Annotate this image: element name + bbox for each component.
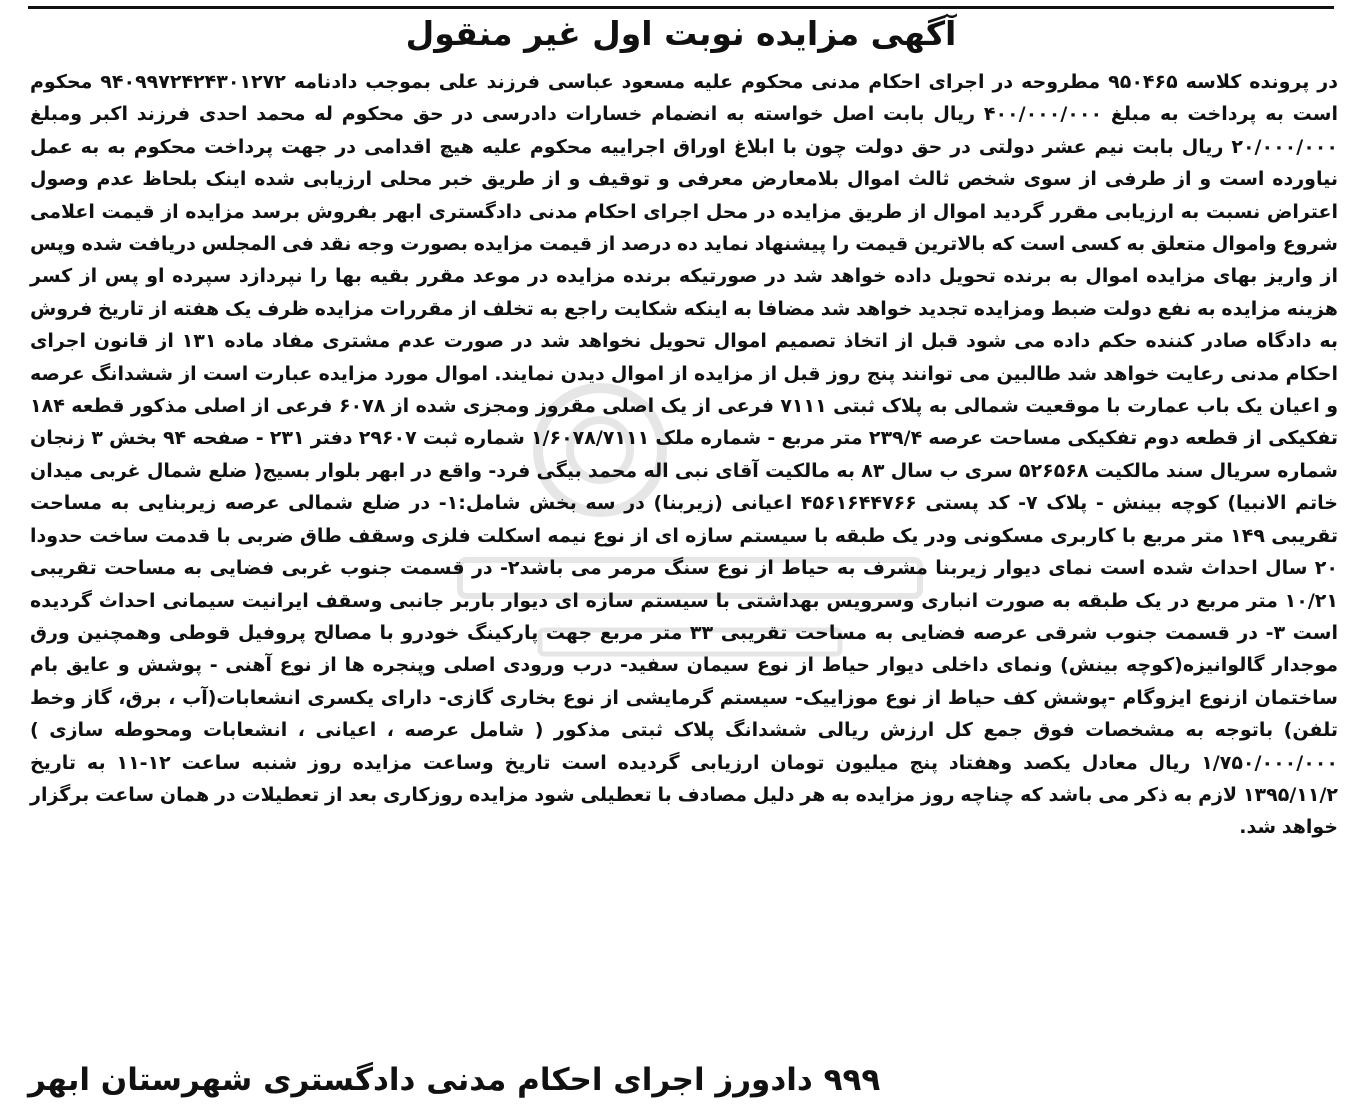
notice-signature: ۹۹۹ دادورز اجرای احکام مدنی دادگستری شهرستان ابهر: [28, 1062, 881, 1098]
top-border-rule: [28, 6, 1334, 9]
notice-body: در پرونده کلاسه ۹۵۰۴۶۵ مطروحه در اجرای احکام مدنی محکوم علیه مسعود عباسی فرزند علی بموجب دادنامه ۹۴۰۹۹۷۲۴۲۴۳۰۱۲۷۲ محکوم است به پرداخت به مبلغ ۴۰۰/۰۰۰/۰۰۰ ریال بابت اصل خواسته به انضمام خسارات دادرسی در حق محکوم له محمد احدی فرزند اکبر ومبلغ ۲۰/۰۰۰/۰۰۰ ریال بابت نیم عشر دولتی در حق دولت چون با ابلاغ اوراق اجراییه محکوم علیه هیچ اقدامی در جهت پرداخت محکوم به به عمل نیاورده است و از طرفی از سوی شخص ثالث اموال بلامعارض معرفی و توقیف و از طریق خبر محلی ارزیابی شده اینک بلحاظ عدم وصول اعتراض نسبت به ارزیابی مقرر گردید اموال از طریق مزایده در محل اجرای احکام مدنی دادگستری ابهر بفروش برسد مزایده از قیمت اعلامی شروع واموال متعلق به کسی است که بالاترین قیمت را پیشنهاد نماید ده درصد از قیمت مزایده بصورت وجه نقد فی المجلس دریافت شده وپس از واریز بهای مزایده اموال به برنده تحویل داده خواهد شد در صورتیکه برنده مزایده در موعد مقرر بقیه بها را نپردازد سپرده او پس از کسر هزینه مزایده به نفع دولت ضبط ومزایده تجدید خواهد شد مضافا به اینکه شکایت راجع به تخلف از مقررات مزایده ظرف یک هفته از تاریخ فروش به دادگاه صادر کننده حکم داده می شود قبل از اتخاذ تصمیم اموال تحویل نخواهد شد در صورت عدم مشتری مفاد ماده ۱۳۱ از قانون اجرای احکام مدنی رعایت خواهد شد طالبین می توانند پنج روز قبل از مزایده از اموال دیدن نمایند. اموال مورد مزایده عبارت است از ششدانگ عرصه و اعیان یک باب عمارت با موقعیت شمالی به پلاک ثبتی ۷۱۱۱ فرعی از یک اصلی مقروز ومجزی شده از ۶۰۷۸ فرعی از اصلی مذکور قطعه ۱۸۴ تفکیکی از قطعه دوم تفکیکی مساحت عرصه ۲۳۹/۴ متر مربع - شماره ملک ۱/۶۰۷۸/۷۱۱۱ شماره ثبت ۲۹۶۰۷ دفتر ۲۳۱ - صفحه ۹۴ بخش ۳ زنجان شماره سریال سند مالکیت ۵۲۶۵۶۸ سری ب سال ۸۳ به مالکیت آقای نبی اله محمد بیگی فرد- واقع در ابهر بلوار بسیج( ضلع شمال غربی میدان خاتم الانبیا) کوچه بینش - پلاک ۷- کد پستی ۴۵۶۱۶۴۴۷۶۶ اعیانی (زیربنا) در سه بخش شامل:۱- در ضلع شمالی عرصه زیربنایی به مساحت تقریبی ۱۴۹ متر مربع با کاربری مسکونی ودر یک طبقه با سیستم سازه ای از نوع نیمه اسکلت فلزی وسقف طاق ضربی با قدمت ساخت حدودا ۲۰ سال احداث شده است نمای دیوار زیربنا مشرف به حیاط از نوع سنگ مرمر می باشد۲- در قسمت جنوب غربی فضایی به مساحت تقریبی ۱۰/۲۱ متر مربع در یک طبقه به صورت انباری وسرویس بهداشتی با سیستم سازه ای دیوار باربر جانبی وسقف ایرانیت سیمانی احداث گردیده است ۳- در قسمت جنوب شرقی عرصه فضایی به مساحت تقریبی ۳۳ متر مربع جهت پارکینگ خودرو با مصالح پروفیل قوطی وهمچنین ورق موجدار گالوانیزه(کوچه بینش) ونمای داخلی دیوار حیاط از نوع سیمان سفید- درب ورودی اصلی وپنجره ها از نوع آهنی - پوشش و عایق بام ساختمان ازنوع ایزوگام -پوشش کف حیاط از نوع موزاییک- سیستم گرمایشی از نوع بخاری گازی- دارای یکسری انشعابات(آب ، برق، گاز وخط تلفن) باتوجه به مشخصات فوق جمع کل ارزش ریالی ششدانگ پلاک ثبتی مذکور ( شامل عرصه ، اعیانی ، انشعابات ومحوطه سازی ) ۱/۷۵۰/۰۰۰/۰۰۰ ریال معادل یکصد وهفتاد پنج میلیون تومان ارزیابی گردیده است تاریخ وساعت مزایده روز شنبه ساعت ۱۲-۱۱ به تاریخ ۱۳۹۵/۱۱/۲ لازم به ذکر می باشد که چناچه روز مزایده به هر دلیل مصادف با تعطیلی شود مزایده روزکاری بعد از تعطیلات در همان ساعت برگزار خواهد شد.: [30, 71, 1339, 839]
notice-title: آگهی مزایده نوبت اول غیر منقول: [405, 14, 957, 53]
